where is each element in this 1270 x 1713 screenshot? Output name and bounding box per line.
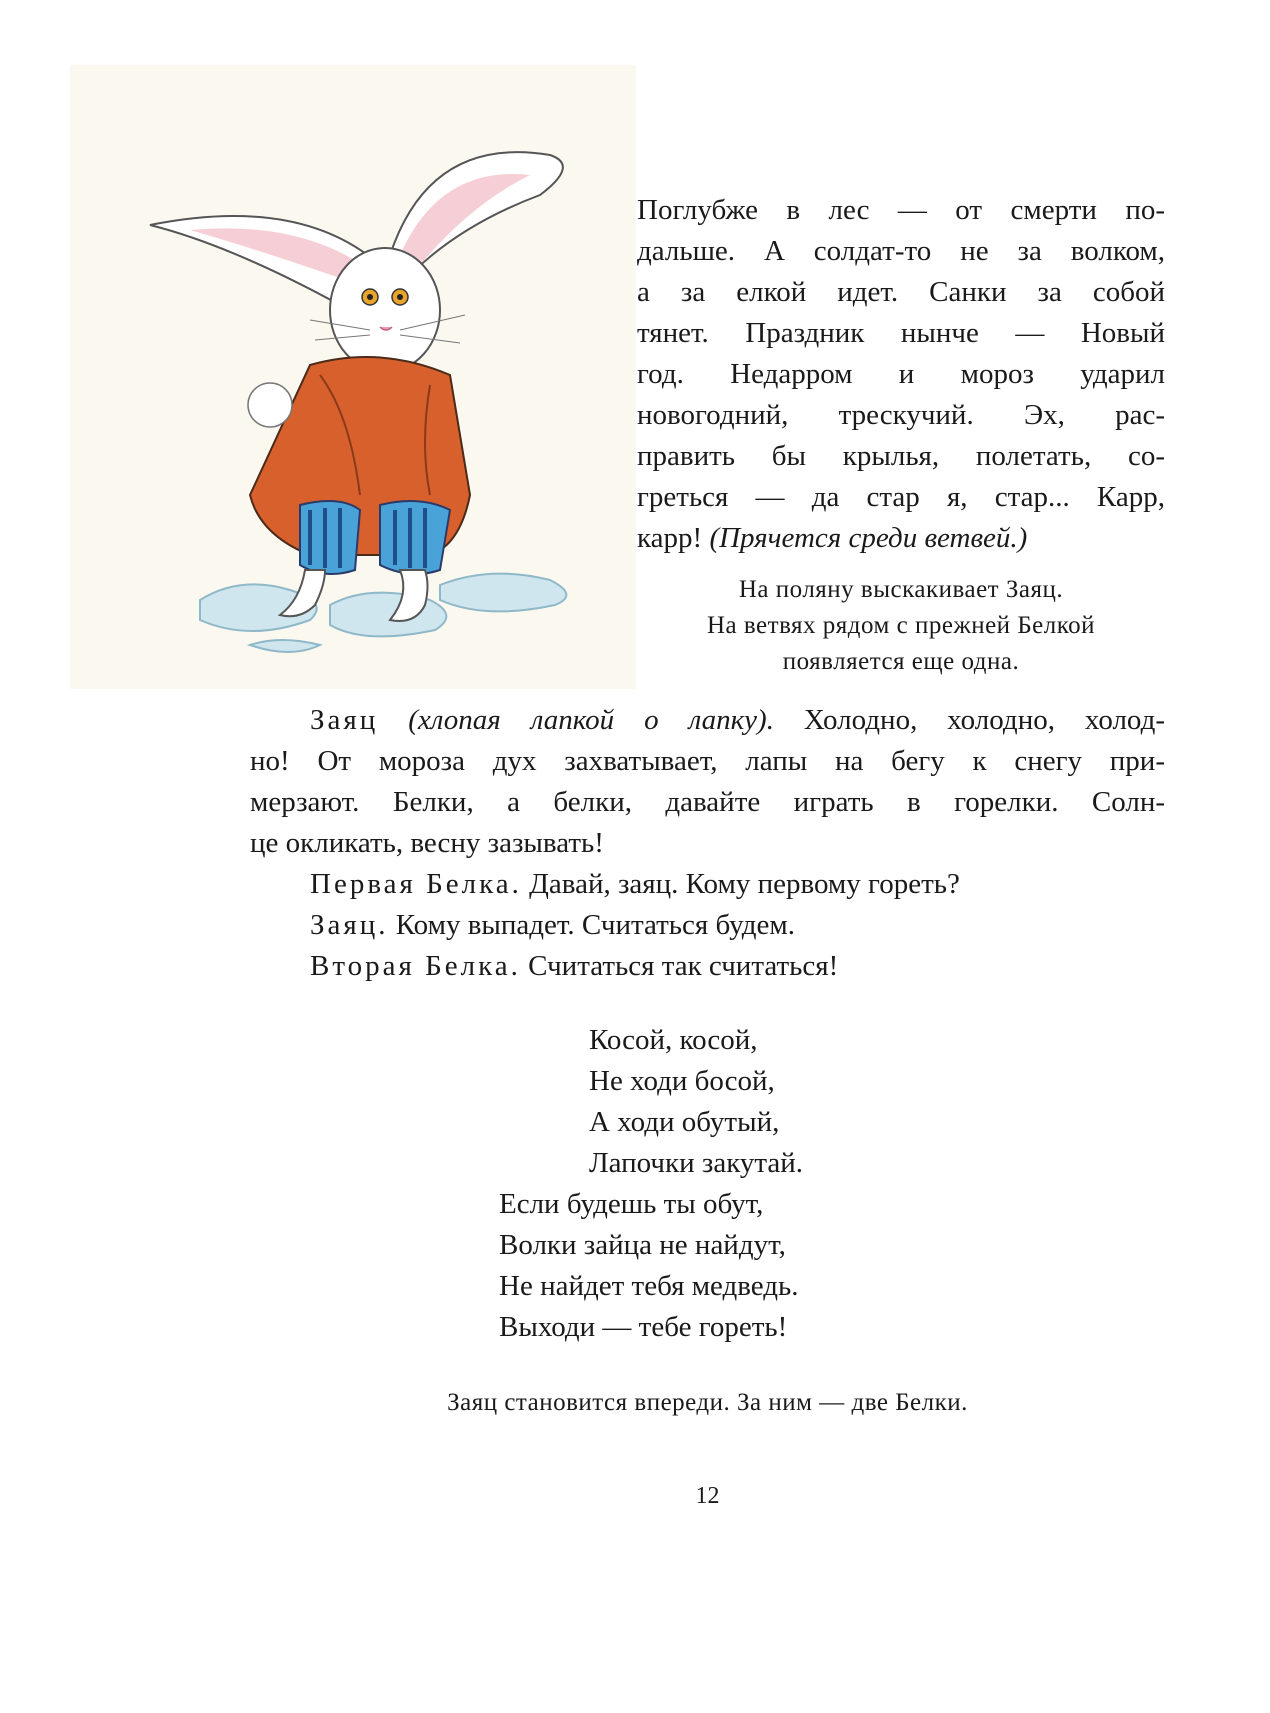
hare-speech-line (250, 700, 1165, 741)
stage-direction-inline: (хлопая лапкой о лапку). (378, 704, 774, 736)
dialogue-line (250, 946, 1165, 987)
poem-line: Волки зайца не найдут, (499, 1229, 786, 1261)
speaker-name: Заяц (310, 704, 379, 736)
stage-direction-block (637, 572, 1165, 680)
stage-direction-line: На поляну выскакивает Заяц. (738, 576, 1064, 603)
poem-line: Косой, косой, (589, 1024, 758, 1056)
speaker-name: Заяц. (310, 909, 389, 941)
speaker-name: Вторая Белка. (310, 950, 521, 982)
poem-line: Не найдет тебя медведь. (499, 1270, 799, 1302)
text-fragment: Холодно, холодно, холод- (773, 704, 1165, 736)
text-line: дальше. А солдат-то не за волком, (637, 235, 1165, 267)
page-number: 12 (695, 1483, 720, 1509)
poem-line: Не ходи босой, (589, 1065, 775, 1097)
speaker-name: Первая Белка. (310, 868, 522, 900)
text-line: править бы крылья, полетать, со- (637, 440, 1165, 472)
poem-line: Лапочки закутай. (589, 1147, 804, 1179)
poem-line: Выходи — тебе гореть! (499, 1311, 788, 1343)
dialogue-line (250, 905, 1165, 946)
text-line: новогодний, трескучий. Эх, рас- (637, 399, 1165, 431)
hare-speech-line: но! От мороза дух захватывает, лапы на бегу к снегу при- (250, 745, 1165, 777)
main-dialogue (250, 700, 1165, 987)
closing-stage-direction: Заяц становится впереди. За ним — две Белки. (447, 1389, 968, 1416)
dialogue-line (250, 864, 1165, 905)
hare-illustration (70, 65, 636, 689)
stage-direction-inline: (Прячется среди ветвей.) (709, 522, 1028, 554)
stage-direction-line: появляется еще одна. (782, 648, 1020, 675)
right-column-text (637, 190, 1165, 559)
dialogue-text: Считаться так считаться! (520, 950, 839, 982)
text-line: греться — да стар я, стар... Карр, (637, 481, 1165, 513)
stage-direction-line: На ветвях рядом с прежней Белкой (707, 612, 1095, 639)
text-fragment: карр! (637, 522, 710, 554)
poem-line: А ходи обутый, (589, 1106, 780, 1138)
text-line: тянет. Праздник нынче — Новый (637, 317, 1165, 349)
poem-stanza-1 (589, 1020, 803, 1184)
poem-line: Если будешь ты обут, (499, 1188, 764, 1220)
dialogue-text: Кому выпадет. Считаться будем. (388, 909, 796, 941)
text-line: Поглубже в лес — от смерти по- (637, 194, 1165, 226)
hare-speech-line: мерзают. Белки, а белки, давайте играть в горелки. Солн- (250, 786, 1165, 818)
poem-stanza-2 (499, 1184, 799, 1348)
hare-drawing (70, 65, 636, 689)
dialogue-text: Давай, заяц. Кому первому гореть? (521, 868, 960, 900)
text-line: год. Недарром и мороз ударил (637, 358, 1165, 390)
hare-speech-line: це окликать, весну зазывать! (250, 827, 604, 859)
text-line (637, 518, 1165, 559)
text-line: а за елкой идет. Санки за собой (637, 276, 1165, 308)
